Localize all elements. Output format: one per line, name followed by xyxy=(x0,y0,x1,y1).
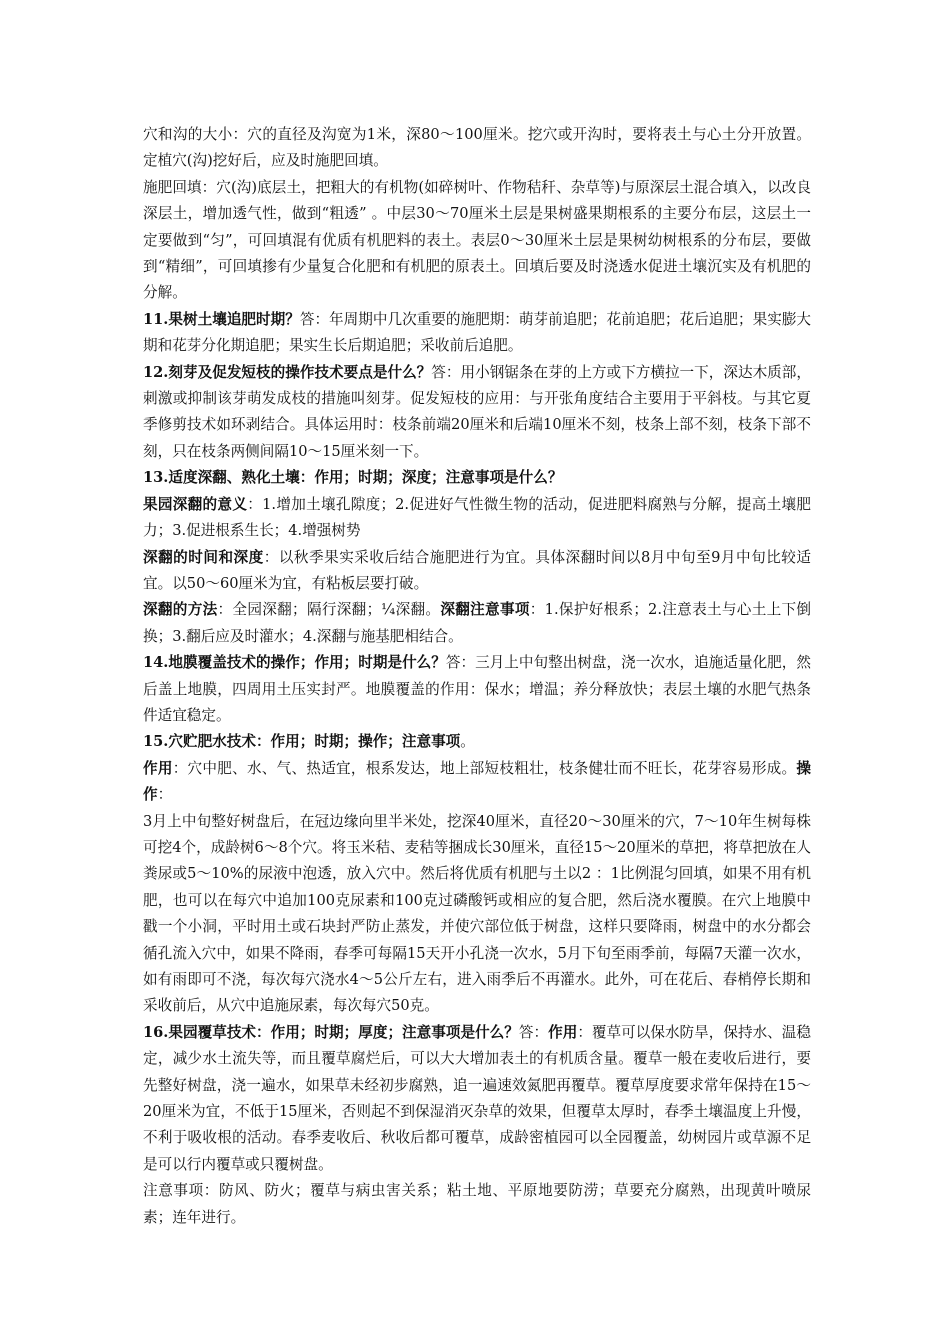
paragraph xyxy=(143,175,811,307)
document-body xyxy=(143,122,811,1231)
bold-text: 果园深翻的意义 xyxy=(143,495,248,513)
paragraph xyxy=(143,492,811,545)
text-run: 注意事项：防风、防火；覆草与病虫害关系；粘土地、平原地要防涝；草要充分腐熟，出现黄叶喷尿素；连年进行。 xyxy=(143,1182,811,1226)
bold-text: 12.刻芽及促发短枝的操作技术要点是什么？ xyxy=(143,363,432,381)
paragraph xyxy=(143,729,811,755)
text-run: 答：用小钢锯条在芽的上方或下方横拉一下，深达木质部，刺激或抑制该芽萌发成枝的措施叫刻芽。促发短枝的应用：与开张角度结合主要用于平斜枝。与其它夏季修剪技术如环剥结合。具体运用时：枝条前端20厘米和后端10厘米不刻，枝条上部不刻，枝条下部不刻，只在枝条两侧间隔10～15厘米刻一下。 xyxy=(143,363,811,460)
paragraph xyxy=(143,465,811,491)
text-run: ： xyxy=(157,786,173,804)
bold-text: 11.果树土壤追肥时期？ xyxy=(143,310,300,328)
text-run: 答：三月上中旬整出树盘，浇一次水，追施适量化肥，然后盖上地膜，四周用土压实封严。地膜覆盖的作用：保水；增温；养分释放快；表层土壤的水肥气热条件适宜稳定。 xyxy=(143,654,811,724)
bold-text: 16.果园覆草技术：作用；时期；厚度；注意事项是什么？ xyxy=(143,1023,519,1041)
text-run: ：穴中肥、水、气、热适宜，根系发达，地上部短枝粗壮，枝条健壮而不旺长，花芽容易形成。 xyxy=(172,759,797,777)
paragraph xyxy=(143,756,811,809)
bold-text: 深翻的时间和深度 xyxy=(143,548,264,566)
text-run: 答： xyxy=(518,1023,549,1041)
paragraph xyxy=(143,1020,811,1178)
paragraph xyxy=(143,360,811,466)
paragraph xyxy=(143,307,811,360)
paragraph xyxy=(143,1178,811,1231)
bold-text: 作用 xyxy=(548,1023,578,1041)
text-run: ：1.保护好根系；2.注意表土与心土上下倒换；3.翻后应及时灌水；4.深翻与施基肥相结合。 xyxy=(143,601,811,645)
text-run: ：1.增加土壤孔隙度；2.促进好气性微生物的活动，促进肥料腐熟与分解，提高土壤肥力；3.促进根系生长；4.增强树势 xyxy=(143,495,811,540)
paragraph xyxy=(143,650,811,729)
text-run: 。 xyxy=(460,733,475,751)
text-run: 3月上中旬整好树盘后，在冠边缘向里半米处，挖深40厘米，直径20～30厘米的穴，7～10年生树每株可挖4个，成龄树6～8个穴。将玉米秸、麦秸等捆成长30厘米，直径15～20厘米的草把，将草把放在人粪尿或5～10%的尿液中泡透，放入穴中。然后将优质有机肥与土以2 ：1比例混匀回填，如果不用有机肥，也可以在每穴中追加100克尿素和100克过磷酸钙或相应的复合肥，然后浇水覆膜。在穴上地膜中戳一个小洞，平时用土或石块封严防止蒸发，并使穴部位低于树盘，这样只要降雨，树盘中的水分都会循孔流入穴中，如果不降雨，春季可每隔15天开小孔浇一次水，5月下旬至雨季前，每隔7天灌一次水，如有雨即可不浇，每次每穴浇水4～5公斤左右，进入雨季后不再灌水。此外，可在花后、春梢停长期和采收前后，从穴中追施尿素，每次每穴50克。 xyxy=(143,812,811,1015)
bold-text: 14.地膜覆盖技术的操作；作用；时期是什么？ xyxy=(143,654,446,672)
text-run: 答：年周期中几次重要的施肥期：萌芽前追肥；花前追肥；花后追肥；果实膨大期和花芽分化期追肥；果实生长后期追肥；采收前后追肥。 xyxy=(143,310,811,355)
paragraph xyxy=(143,809,811,1020)
text-run: ：覆草可以保水防旱，保持水、温稳定，减少水土流失等，而且覆草腐烂后，可以大大增加表土的有机质含量。覆草一般在麦收后进行，要先整好树盘，浇一遍水，如果草未经初步腐熟，追一遍速效氮肥再覆草。覆草厚度要求常年保持在15～20厘米为宜，不低于15厘米，否则起不到保湿消灭杂草的效果，但覆草太厚时，春季土壤温度上升慢，不利于吸收根的活动。春季麦收后、秋收后都可覆草，成龄密植园可以全园覆盖，幼树园片或草源不足是可以行内覆草或只覆树盘。 xyxy=(143,1023,811,1173)
paragraph xyxy=(143,545,811,598)
bold-text: 15.穴贮肥水技术：作用；时期；操作；注意事项 xyxy=(143,733,461,751)
bold-text: 深翻注意事项 xyxy=(440,601,530,619)
text-run: ：全园深翻；隔行深翻；¼深翻。 xyxy=(217,601,441,619)
bold-text: 作用 xyxy=(143,759,173,777)
text-run: 穴和沟的大小：穴的直径及沟宽为1米，深80～100厘米。挖穴或开沟时，要将表土与心土分开放置。定植穴(沟)挖好后，应及时施肥回填。 xyxy=(143,126,811,170)
bold-text: 深翻的方法 xyxy=(143,601,218,619)
paragraph xyxy=(143,122,811,175)
bold-text: 操作 xyxy=(143,759,811,804)
paragraph xyxy=(143,597,811,650)
bold-text: 13.适度深翻、熟化土壤：作用；时期；深度；注意事项是什么？ xyxy=(143,469,563,487)
text-run: ：以秋季果实采收后结合施肥进行为宜。具体深翻时间以8月中旬至9月中旬比较适宜。以50～60厘米为宜，有粘板层要打破。 xyxy=(143,548,811,592)
text-run: 施肥回填：穴(沟)底层土，把粗大的有机物(如碎树叶、作物秸秆、杂草等)与原深层土混合填入，以改良深层土，增加透气性，做到“粗透” 。中层30～70厘米土层是果树盛果期根系的主要分布层，这层土一定要做到“匀”，可回填混有优质有机肥料的表土。表层0～30厘米土层是果树幼树根系的分布层，要做到“精细”，可回填掺有少量复合化肥和有机肥的原表土。回填后要及时浇透水促进土壤沉实及有机肥的分解。 xyxy=(143,178,811,302)
